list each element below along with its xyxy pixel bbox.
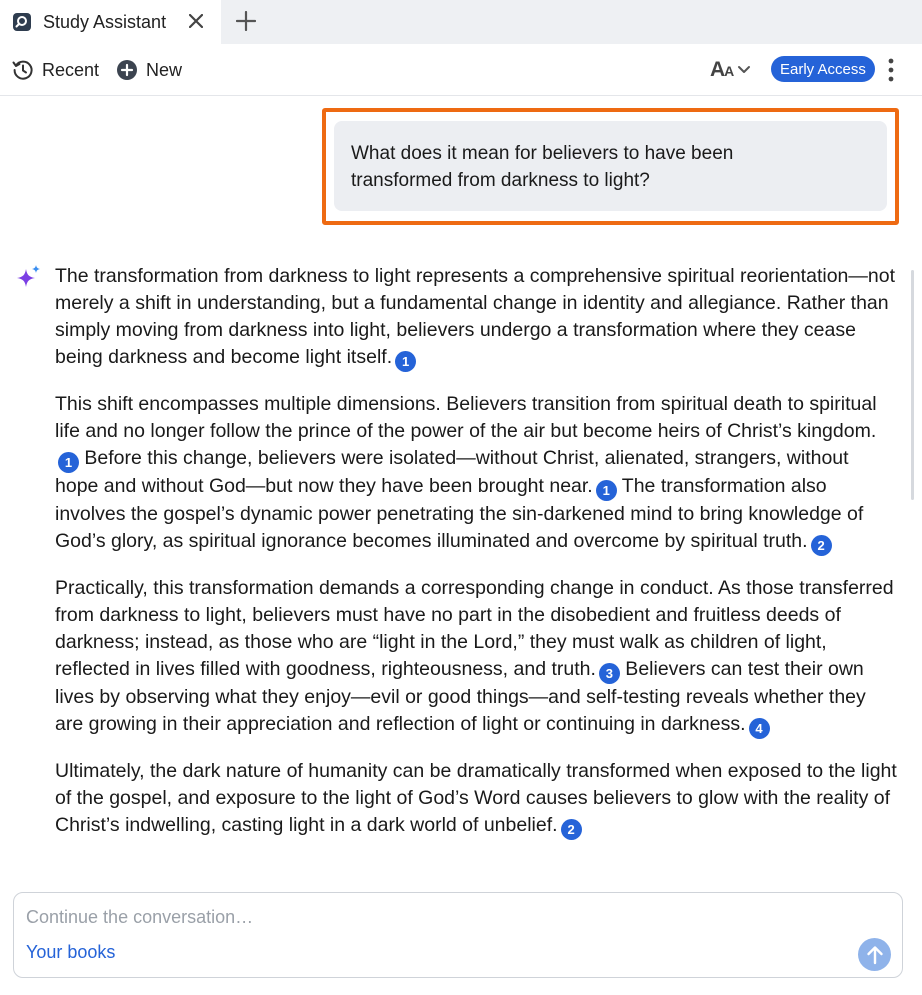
tab-title: Study Assistant <box>43 11 167 32</box>
toolbar <box>0 44 922 96</box>
answer-text: This shift encompasses multiple dimensions. Believers transition from spiritual death to spiritual life and no longer follow the prince of the power of the air but become heirs of Christ’s kingdom. <box>55 393 877 442</box>
new-conversation-button[interactable] <box>116 58 182 82</box>
close-icon[interactable] <box>185 10 207 32</box>
citation-badge[interactable]: 1 <box>596 480 617 501</box>
prompt-text-line: What does it mean for believers to have been <box>351 143 734 164</box>
answer-text: The transformation from darkness to light represents a comprehensive spiritual reorientation—not merely a shift in understanding, but a fundamental change in identity and allegiance. Rather than simply moving from darkness into light, believers undergo a transformation where they cease being darkness and become light itself. <box>55 265 895 368</box>
new-tab-plus-icon[interactable] <box>234 9 258 33</box>
ai-sparkle-icon <box>14 263 42 291</box>
composer <box>13 892 903 978</box>
answer-text: Ultimately, the dark nature of humanity can be dramatically transformed when exposed to the light of the gospel, and exposure to the light of God’s Word causes believers to glow with the reality of Christ’s indwelling, casting light in a dark world of unbelief. <box>55 760 897 836</box>
plus-circle-icon <box>116 59 138 81</box>
history-icon <box>12 59 34 81</box>
citation-badge[interactable]: 1 <box>58 452 79 473</box>
new-label: New <box>146 59 183 80</box>
recent-label: Recent <box>42 59 100 80</box>
scrollbar[interactable] <box>911 270 914 500</box>
citation-badge[interactable]: 4 <box>749 718 770 739</box>
user-prompt-bubble <box>334 121 887 211</box>
citation-badge[interactable]: 3 <box>599 663 620 684</box>
prompt-text-line: transformed from darkness to light? <box>351 170 650 191</box>
answer-paragraph <box>55 391 897 556</box>
early-access-badge[interactable]: Early Access <box>771 56 875 82</box>
font-size-button[interactable] <box>710 57 751 83</box>
answer-paragraph <box>55 758 897 840</box>
conversation-input[interactable] <box>26 905 846 929</box>
answer-text: Practically, this transformation demands a corresponding change in conduct. As those transferred from darkness to light, believers must have no part in the disobedient and fruitless deeds of darkness; instead, as those who are “light in the Lord,” they must walk as children of light, reflected in lives filled with goodness, righteousness, and truth. <box>55 577 894 680</box>
font-size-icon: AA <box>710 58 734 81</box>
study-assistant-icon <box>12 12 32 32</box>
answer-text: Believers can test their own lives by observing what they enjoy—evil or good things—and self-testing reveals whether they are growing in their appreciation and reflection of light or continuing in darkness. <box>55 658 866 735</box>
more-options-icon[interactable] <box>882 56 900 84</box>
recent-button[interactable] <box>12 58 99 82</box>
citation-badge[interactable]: 2 <box>561 819 582 840</box>
arrow-up-icon <box>866 945 884 965</box>
citation-badge[interactable]: 1 <box>395 351 416 372</box>
tab-strip <box>0 0 922 44</box>
send-button[interactable] <box>858 938 891 971</box>
answer-paragraph <box>55 575 897 739</box>
tab-study-assistant[interactable] <box>0 0 221 44</box>
answer-text: Before this change, believers were isolated—without Christ, alienated, strangers, without hope and without God—but now they have been brought near. <box>55 447 849 497</box>
chevron-down-icon <box>737 65 751 75</box>
citation-badge[interactable]: 2 <box>811 535 832 556</box>
answer-paragraph <box>55 263 897 372</box>
answer-text: The transformation also involves the gospel’s dynamic power penetrating the sin-darkened mind to bring knowledge of God’s glory, as spiritual ignorance becomes illuminated and overcome by spiritual truth. <box>55 475 864 552</box>
your-books-link[interactable]: Your books <box>26 942 116 962</box>
assistant-answer <box>55 263 897 888</box>
